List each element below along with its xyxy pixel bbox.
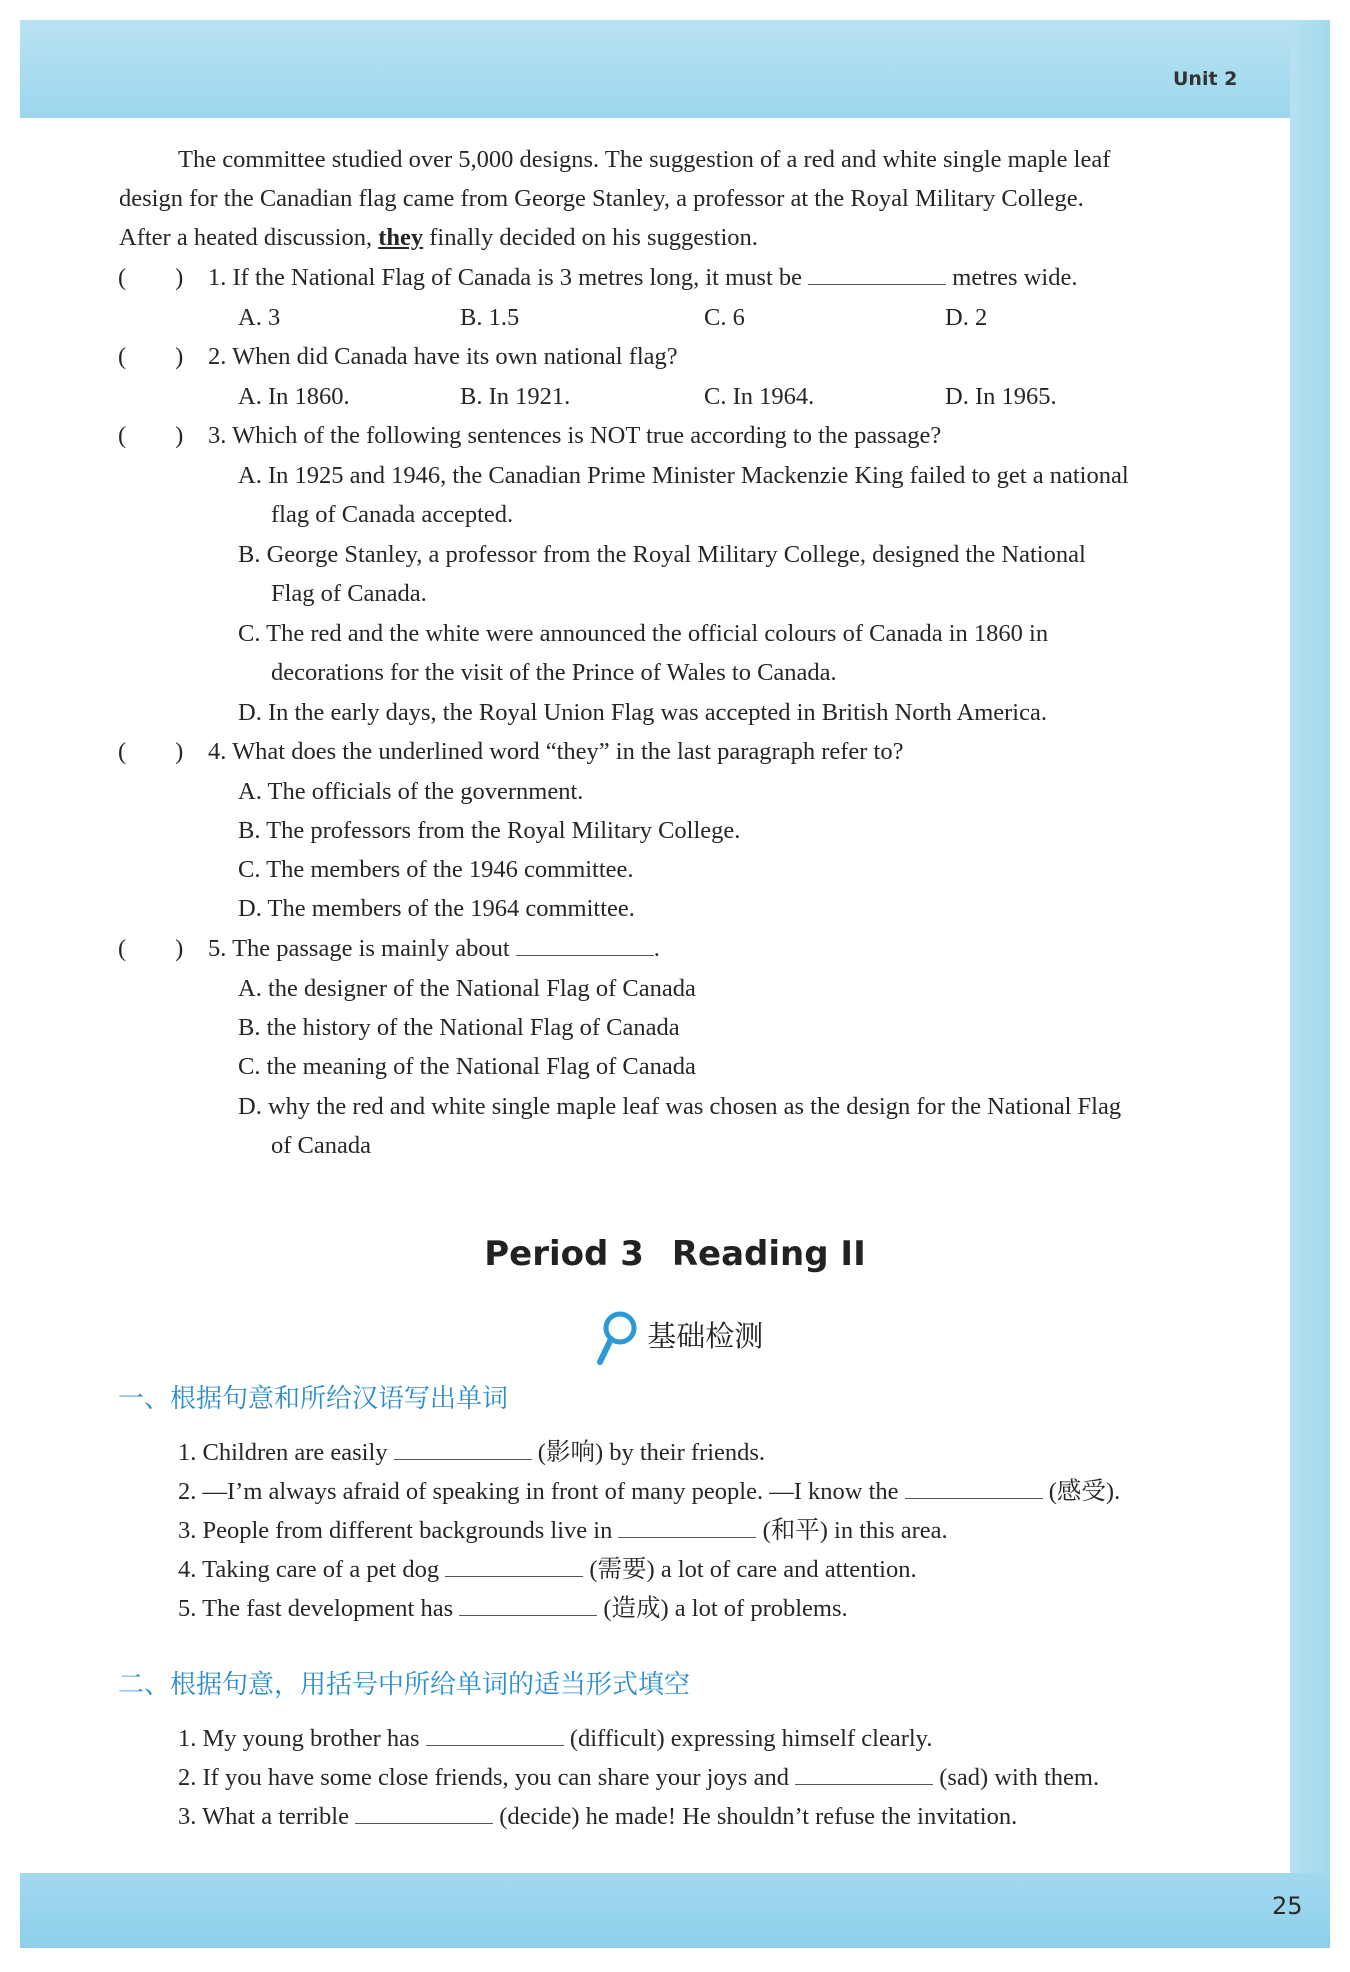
q1-option-b[interactable]: B. 1.5 bbox=[460, 304, 520, 331]
s1-item-3: 3. People from different backgrounds live in (和平) in this area. bbox=[178, 1511, 948, 1551]
answer-blank[interactable] bbox=[394, 1433, 532, 1460]
s2-item-1: 1. My young brother has (difficult) expressing himself clearly. bbox=[178, 1719, 932, 1759]
q3-option-b-cont: Flag of Canada. bbox=[271, 580, 427, 607]
answer-blank[interactable] bbox=[459, 1589, 597, 1616]
passage-line-2: design for the Canadian flag came from George Stanley, a professor at the Royal Military College. bbox=[119, 185, 1084, 212]
basics-title: 基础检测 bbox=[647, 1319, 764, 1353]
section-2-heading: 二、根据句意，用括号中所给单词的适当形式填空 bbox=[118, 1670, 691, 1700]
answer-blank[interactable] bbox=[445, 1550, 583, 1577]
answer-blank[interactable] bbox=[426, 1719, 564, 1746]
q1-option-a[interactable]: A. 3 bbox=[238, 304, 281, 331]
question-1: 1. If the National Flag of Canada is 3 metres long, it must be metres wide. bbox=[208, 258, 1077, 298]
q1-option-d[interactable]: D. 2 bbox=[945, 304, 988, 331]
q4-option-b[interactable]: B. The professors from the Royal Military College. bbox=[238, 817, 741, 844]
q5-option-d-cont: of Canada bbox=[271, 1132, 371, 1159]
passage-line-3: After a heated discussion, they finally decided on his suggestion. bbox=[119, 224, 758, 251]
answer-blank[interactable] bbox=[808, 258, 946, 285]
s2-item-3: 3. What a terrible (decide) he made! He shouldn’t refuse the invitation. bbox=[178, 1797, 1017, 1837]
q3-option-c[interactable]: C. The red and the white were announced the official colours of Canada in 1860 in bbox=[238, 620, 1049, 647]
q2-option-b[interactable]: B. In 1921. bbox=[460, 383, 571, 410]
q5-option-d[interactable]: D. why the red and white single maple leaf was chosen as the design for the National Flag bbox=[238, 1093, 1122, 1120]
s1-item-4: 4. Taking care of a pet dog (需要) a lot of care and attention. bbox=[178, 1550, 917, 1590]
q4-option-d[interactable]: D. The members of the 1964 committee. bbox=[238, 895, 635, 922]
answer-bracket[interactable]: ( ) bbox=[118, 264, 184, 291]
q3-option-b[interactable]: B. George Stanley, a professor from the Royal Military College, designed the National bbox=[238, 541, 1086, 568]
s1-item-2: 2. —I’m always afraid of speaking in front of many people. —I know the (感受). bbox=[178, 1472, 1120, 1512]
answer-blank[interactable] bbox=[795, 1758, 933, 1785]
answer-blank[interactable] bbox=[516, 929, 654, 956]
q2-option-a[interactable]: A. In 1860. bbox=[238, 383, 350, 410]
q3-option-a[interactable]: A. In 1925 and 1946, the Canadian Prime Minister Mackenzie King failed to get a national bbox=[238, 462, 1129, 489]
question-4: 4. What does the underlined word “they” in the last paragraph refer to? bbox=[208, 738, 904, 765]
q5-option-a[interactable]: A. the designer of the National Flag of Canada bbox=[238, 975, 696, 1002]
answer-bracket[interactable]: ( ) bbox=[118, 343, 184, 370]
answer-bracket[interactable]: ( ) bbox=[118, 935, 184, 962]
q1-option-c[interactable]: C. 6 bbox=[704, 304, 745, 331]
q5-option-b[interactable]: B. the history of the National Flag of Canada bbox=[238, 1014, 680, 1041]
q5-option-c[interactable]: C. the meaning of the National Flag of Canada bbox=[238, 1053, 696, 1080]
q3-option-c-cont: decorations for the visit of the Prince of Wales to Canada. bbox=[271, 659, 837, 686]
section-1-heading: 一、根据句意和所给汉语写出单词 bbox=[118, 1384, 509, 1414]
question-3: 3. Which of the following sentences is NOT true according to the passage? bbox=[208, 422, 942, 449]
question-2: 2. When did Canada have its own national flag? bbox=[208, 343, 678, 370]
s1-item-1: 1. Children are easily (影响) by their friends. bbox=[178, 1433, 765, 1473]
answer-blank[interactable] bbox=[355, 1797, 493, 1824]
answer-bracket[interactable]: ( ) bbox=[118, 738, 184, 765]
q3-option-d[interactable]: D. In the early days, the Royal Union Flag was accepted in British North America. bbox=[238, 699, 1047, 726]
q4-option-a[interactable]: A. The officials of the government. bbox=[238, 778, 584, 805]
answer-blank[interactable] bbox=[618, 1511, 756, 1538]
page-number: 25 bbox=[1272, 1892, 1303, 1920]
q2-option-d[interactable]: D. In 1965. bbox=[945, 383, 1057, 410]
underlined-word: they bbox=[378, 224, 424, 251]
answer-bracket[interactable]: ( ) bbox=[118, 422, 184, 449]
passage-line-1: The committee studied over 5,000 designs. The suggestion of a red and white single maple leaf bbox=[178, 146, 1111, 173]
question-5: 5. The passage is mainly about . bbox=[208, 929, 660, 969]
s2-item-2: 2. If you have some close friends, you can share your joys and (sad) with them. bbox=[178, 1758, 1099, 1798]
period-title: Period 3 Reading II bbox=[484, 1234, 866, 1274]
answer-blank[interactable] bbox=[905, 1472, 1043, 1499]
q3-option-a-cont: flag of Canada accepted. bbox=[271, 501, 514, 528]
basics-heading bbox=[594, 1310, 763, 1366]
magnifier-icon bbox=[594, 1319, 647, 1353]
q4-option-c[interactable]: C. The members of the 1946 committee. bbox=[238, 856, 634, 883]
q2-option-c[interactable]: C. In 1964. bbox=[704, 383, 815, 410]
s1-item-5: 5. The fast development has (造成) a lot of problems. bbox=[178, 1589, 848, 1629]
unit-label: Unit 2 bbox=[1173, 68, 1238, 90]
